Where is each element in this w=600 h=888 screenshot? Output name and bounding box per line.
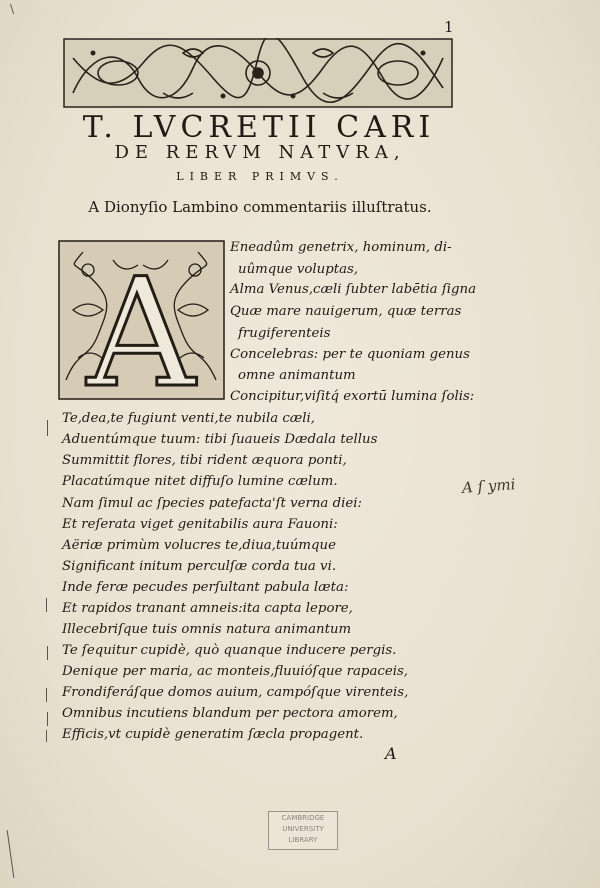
verse-line: Nam ſimul ac ſpecies patefacta'ſt verna diei: (62, 496, 362, 511)
verse-line: Quæ mare nauigerum, quæ terras (230, 304, 462, 319)
stamp-line: LIBRARY (288, 836, 318, 844)
verse-line: Efficis,vt cupidè generatim ſæcla propagent. (62, 727, 364, 742)
verse-line: frugiferenteis (238, 326, 331, 341)
commentary-line: A Dionyſio Lambino commentariis illuſtratus. (88, 198, 432, 216)
margin-tick-mark (46, 730, 47, 742)
verse-line: Denique per maria, ac monteis,fluuióſque rapaceis, (62, 664, 408, 679)
margin-tick-mark (47, 420, 48, 436)
margin-tick-mark (46, 688, 47, 702)
verse-line: Significant initum perculſæ corda tua vi. (62, 559, 337, 574)
verse-line: Et reſerata viget genitabilis aura Fauoni: (62, 517, 338, 532)
handwritten-margin-note: A ſ ymi (461, 475, 516, 497)
verse-line: Aëriæ primùm volucres te,diua,tuúmque (62, 538, 336, 553)
verse-line: Te,dea,te fugiunt venti,te nubila cæli, (62, 411, 316, 426)
stamp-line: UNIVERSITY (282, 825, 324, 833)
work-subtitle: DE RERVM NATVRA, (114, 142, 406, 163)
verse-line: Alma Venus,cæli ſubter labētia ſigna (230, 282, 477, 297)
edge-pencil-mark (7, 830, 15, 878)
book-label: LIBER PRIMVS. (176, 170, 344, 183)
verse-line: Aduentúmque tuum: tibi ſuaueis Dædala tellus (62, 432, 378, 447)
dropcap-initial (58, 240, 225, 400)
verse-line: Omnibus incutiens blandum per pectora amorem, (62, 706, 398, 721)
verse-line: Te ſequitur cupidè, quò quanque inducere pergis. (62, 643, 397, 658)
verse-line: Summittit flores, tibi rident æquora ponti, (62, 453, 347, 468)
margin-tick-mark (47, 712, 48, 726)
library-stamp (268, 811, 338, 850)
work-title: T. LVCRETII CARI (82, 110, 436, 145)
verse-line: omne animantum (238, 368, 356, 383)
corner-pencil-mark: \ (10, 2, 15, 16)
verse-line: Eneadûm genetrix, hominum, di- (230, 240, 452, 255)
dropcap-letter: A (86, 247, 196, 400)
verse-line: Illecebriſque tuis omnis natura animantum (62, 622, 352, 637)
margin-tick-mark (47, 646, 48, 660)
verse-line: Concipitur,viſitq́ exortū lumina ſolis: (230, 389, 475, 404)
verse-line: Placatúmque nitet diffuſo lumine cælum. (62, 474, 338, 489)
margin-tick-mark (46, 598, 47, 612)
verse-line: Et rapidos tranant amneis:ita capta lepore, (62, 601, 353, 616)
verse-line: Frondiferáſque domos auium, campóſque virenteis, (62, 685, 409, 700)
folio-number: 1 (444, 18, 454, 36)
stamp-line: CAMBRIDGE (281, 814, 325, 822)
verse-line: uûmque voluptas, (238, 262, 359, 277)
verse-line: Inde feræ pecudes perſultant pabula læta: (62, 580, 349, 595)
catchword: A (385, 744, 397, 763)
ornamental-headpiece (63, 38, 453, 108)
verse-line: Concelebras: per te quoniam genus (230, 347, 470, 362)
